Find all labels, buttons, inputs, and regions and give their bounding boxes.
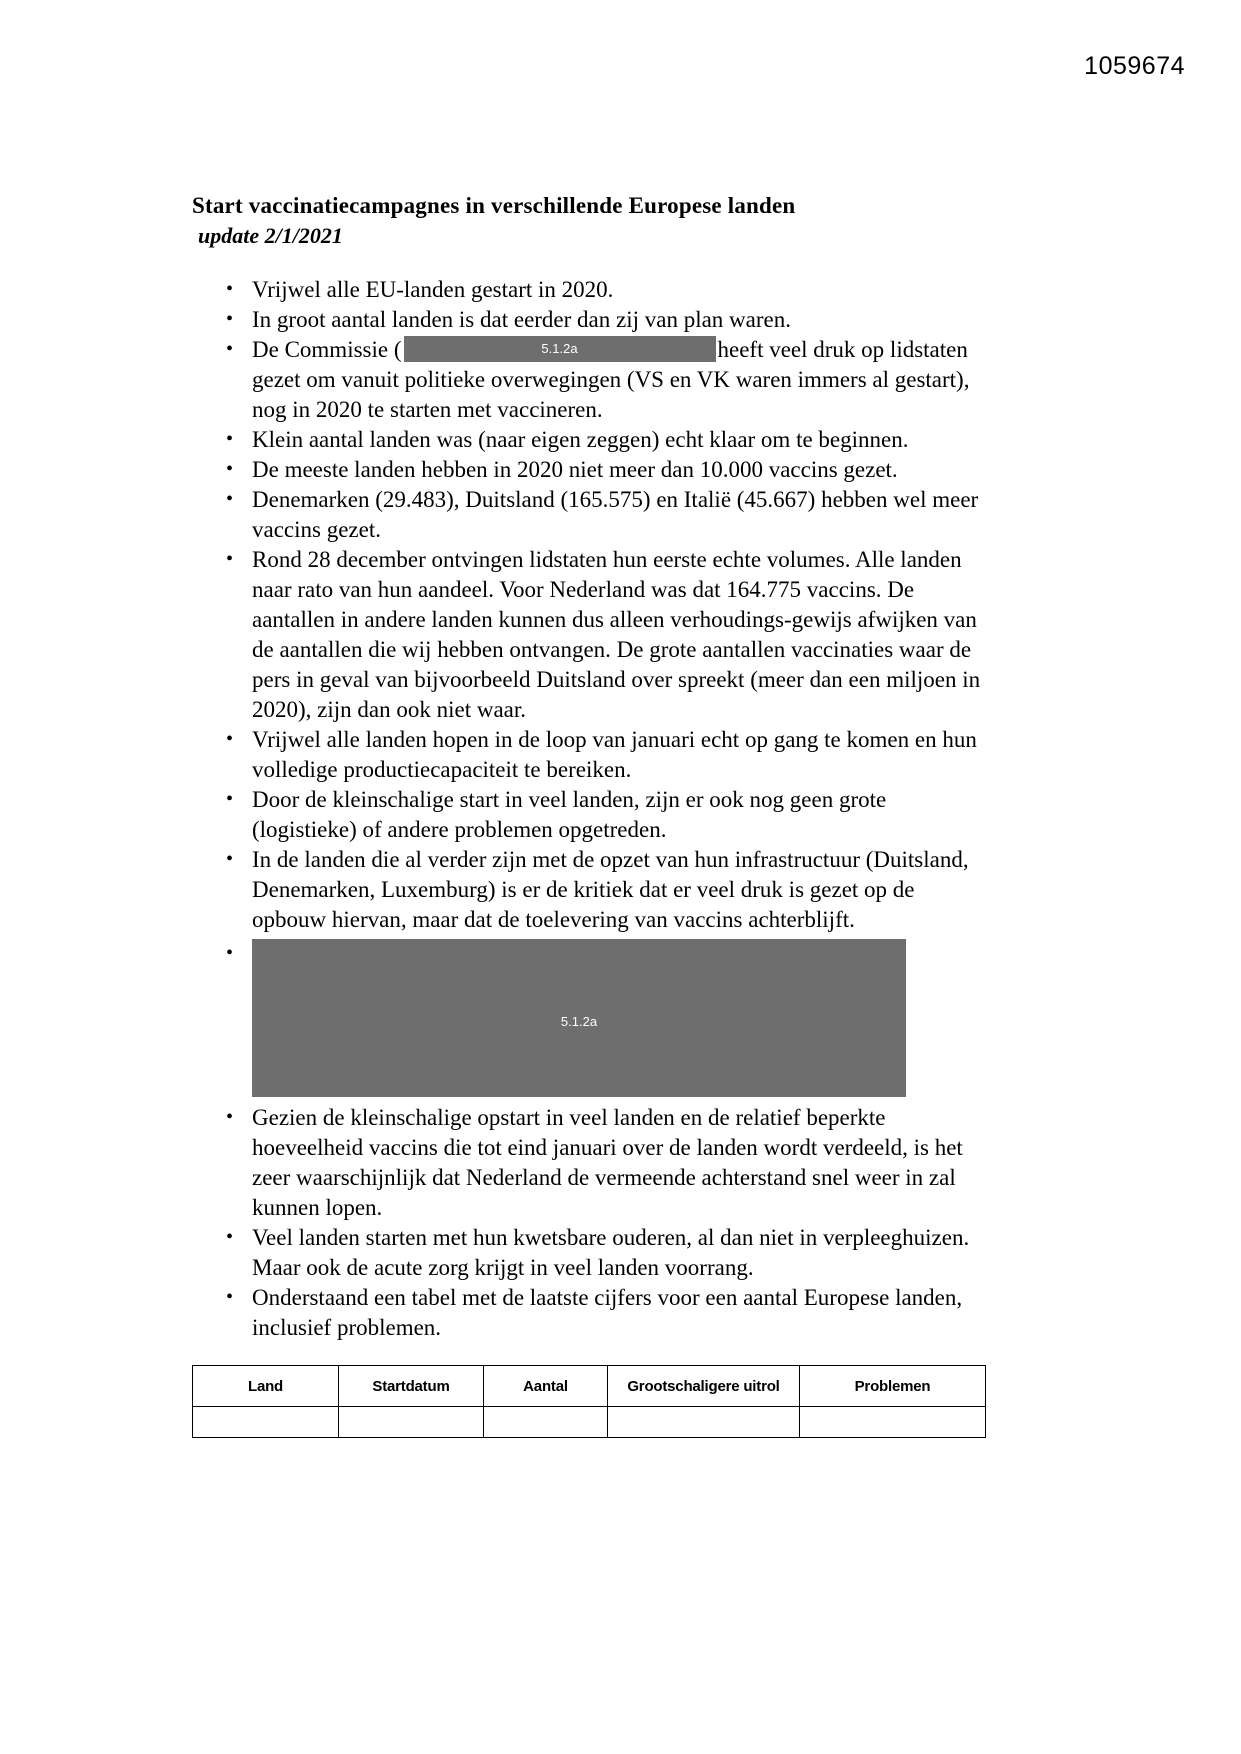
- list-item: [192, 1283, 992, 1343]
- table-header-row: [193, 1366, 986, 1407]
- redaction-block: [252, 939, 906, 1097]
- table-row: [193, 1407, 986, 1438]
- table-header-startdatum: Startdatum: [339, 1366, 484, 1407]
- list-item-redacted: [192, 939, 992, 1097]
- document-content: [192, 192, 992, 1438]
- list-item: [192, 305, 992, 335]
- bullet-started-2020-text: Vrijwel alle EU-landen gestart in 2020.: [252, 277, 614, 303]
- table-container: [192, 1365, 992, 1438]
- bullet-country-numbers-text: Denemarken (29.483), Duitsland (165.575) en Italië (45.667) hebben wel meer vaccins gezet.: [252, 487, 979, 543]
- list-item: [192, 845, 992, 935]
- bullet-commissie-prefix: De Commissie (: [252, 337, 402, 363]
- list-item: [192, 335, 992, 425]
- country-status-table: [192, 1365, 986, 1438]
- list-item: [192, 455, 992, 485]
- bullet-vulnerable-elderly-text: Veel landen starten met hun kwetsbare ouderen, al dan niet in verpleeghuizen. Maar ook de acute zorg krijgt in veel landen voorrang.: [252, 1225, 970, 1281]
- table-header-land: Land: [193, 1366, 339, 1407]
- page-title: Start vaccinatiecampagnes in verschillende Europese landen: [192, 193, 796, 218]
- document-number: 1059674: [1084, 52, 1185, 80]
- list-item: [192, 1103, 992, 1223]
- bullet-list: [192, 275, 992, 1343]
- list-item: [192, 1223, 992, 1283]
- table-cell-grootschaligere-uitrol: [608, 1407, 800, 1438]
- list-item: [192, 785, 992, 845]
- table-cell-aantal: [484, 1407, 608, 1438]
- bullet-no-big-problems-text: Door de kleinschalige start in veel landen, zijn er ook nog geen grote (logistieke) of andere problemen opgetreden.: [252, 787, 887, 843]
- bullet-infrastructure-criticism-text: In de landen die al verder zijn met de opzet van hun infrastructuur (Duitsland, Denemarken, Luxemburg) is er de kritiek dat er veel druk is gezet op de opbouw hiervan, maar dat de toelevering van vaccins achterblijft.: [252, 847, 969, 933]
- table-cell-problemen: [800, 1407, 986, 1438]
- page-subtitle: update 2/1/2021: [198, 222, 343, 248]
- bullet-first-volumes-text: Rond 28 december ontvingen lidstaten hun eerste echte volumes. Alle landen naar rato van hun aandeel. Voor Nederland was dat 164.775 vaccins. De aantallen in andere landen kunnen dus alleen verhoudings-gewijs afwijken van de aantallen die wij hebben ontvangen. De grote aantallen vaccinaties waar de pers in geval van bijvoorbeeld Duitsland over spreekt (meer dan een miljoen in 2020), zijn dan ook niet waar.: [252, 547, 981, 723]
- bullet-few-ready-text: Klein aantal landen was (naar eigen zeggen) echt klaar om te beginnen.: [252, 427, 909, 453]
- list-item: [192, 485, 992, 545]
- redaction-bar-inline: 5.1.2a: [404, 336, 716, 362]
- list-item: [192, 725, 992, 785]
- bullet-table-intro-text: Onderstaand een tabel met de laatste cijfers voor een aantal Europese landen, inclusief problemen.: [252, 1285, 963, 1341]
- table-cell-startdatum: [339, 1407, 484, 1438]
- redaction-block-label: • 5.1.2a: [560, 1014, 598, 1030]
- table-header-grootschaligere-uitrol: Grootschaligere uitrol: [608, 1366, 800, 1407]
- table-header-aantal: Aantal: [484, 1366, 608, 1407]
- table-cell-land: [193, 1407, 339, 1438]
- list-item: [192, 275, 992, 305]
- bullet-commissie-suffix: heeft veel druk op lidstaten gezet om vanuit politieke overwegingen (VS en VK waren immers al gestart), nog in 2020 te starten met vaccineren.: [252, 337, 970, 423]
- list-item: [192, 425, 992, 455]
- bullet-january-capacity-text: Vrijwel alle landen hopen in de loop van januari echt op gang te komen en hun volledige productiecapaciteit te bereiken.: [252, 727, 977, 783]
- list-item: [192, 545, 992, 725]
- bullet-most-under-10000-text: De meeste landen hebben in 2020 niet meer dan 10.000 vaccins gezet.: [252, 457, 898, 483]
- bullet-catch-up-text: Gezien de kleinschalige opstart in veel landen en de relatief beperkte hoeveelheid vaccins die tot eind januari over de landen wordt verdeeld, is het zeer waarschijnlijk dat Nederland de vermeende achterstand snel weer in zal kunnen lopen.: [252, 1105, 963, 1221]
- table-header-problemen: Problemen: [800, 1366, 986, 1407]
- bullet-earlier-than-planned-text: In groot aantal landen is dat eerder dan zij van plan waren.: [252, 307, 791, 333]
